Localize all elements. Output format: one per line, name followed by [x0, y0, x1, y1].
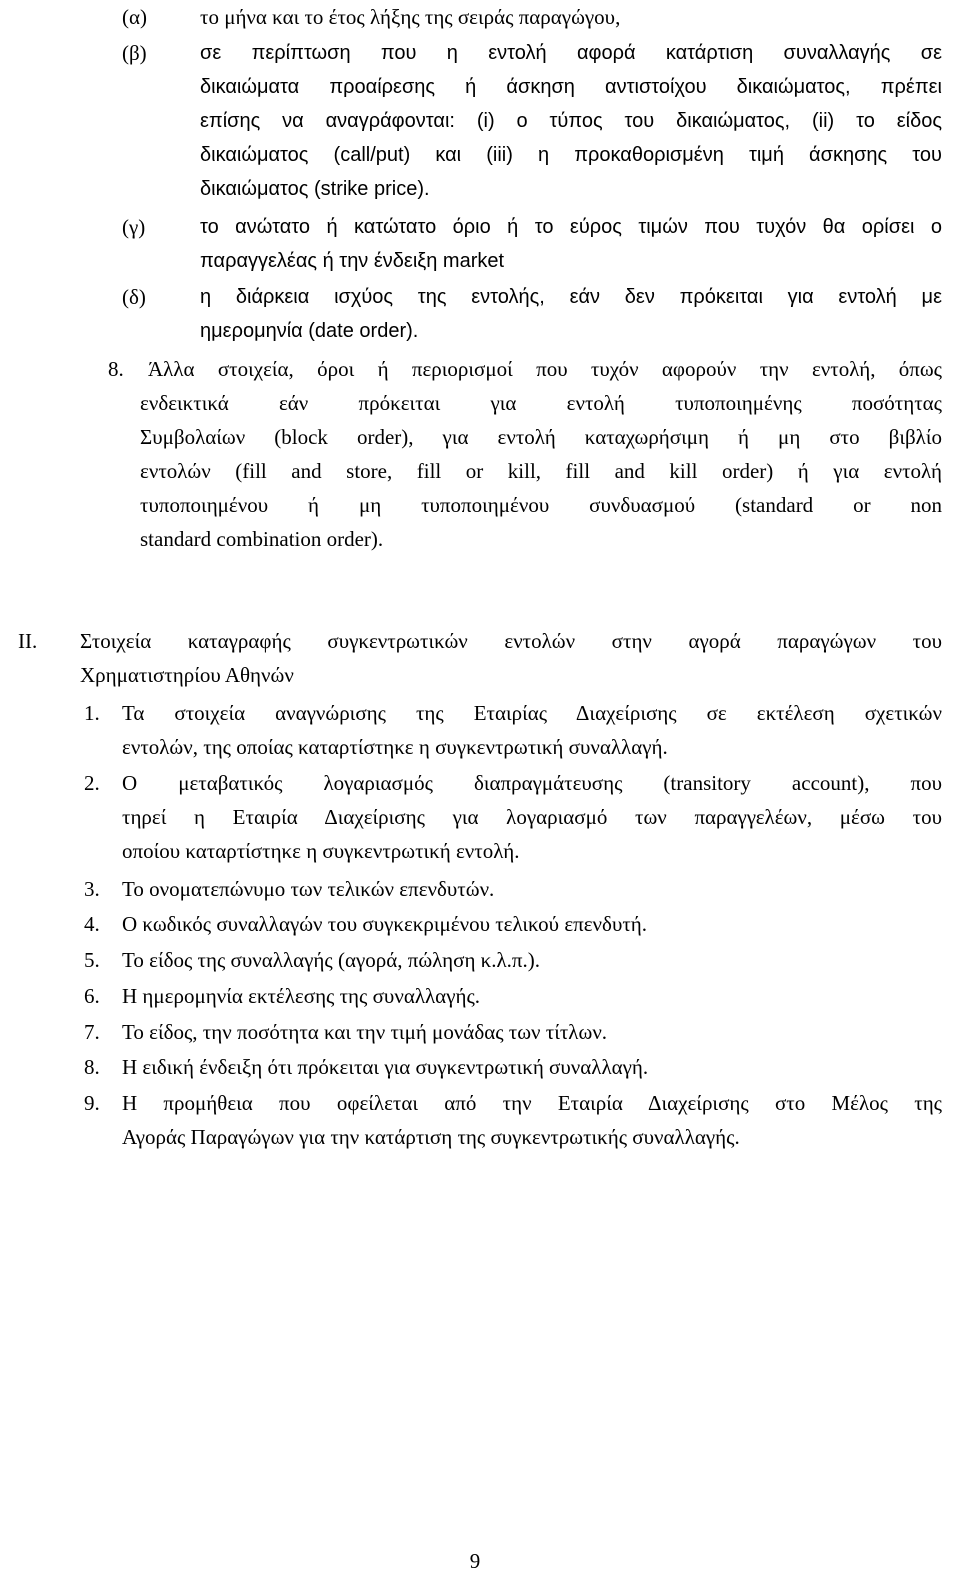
text-line: Ο μεταβατικός λογαριασμός διαπραγμάτευσης (transitory account), που [122, 771, 942, 795]
text-line: δικαιώματα προαίρεσης ή άσκηση αντιστοίχου δικαιώματος, πρέπει [200, 76, 942, 98]
item-text: Το είδος της συναλλαγής (αγορά, πώληση κ.λ.π.). [122, 948, 541, 972]
text-line: Τα στοιχεία αναγνώρισης της Εταιρίας Διαχείρισης σε εκτέλεση σχετικών [122, 701, 942, 725]
text-line: Χρηματιστηρίου Αθηνών [80, 663, 294, 687]
text-line: τηρεί η Εταιρία Διαχείρισης για λογαριασμό των παραγγελέων, μέσω του [122, 805, 942, 829]
item-text: Το είδος, την ποσότητα και την τιμή μονάδας των τίτλων. [122, 1020, 608, 1044]
item-text [122, 766, 942, 868]
text-line: εντολών, της οποίας καταρτίστηκε η συγκεντρωτική συναλλαγή. [122, 735, 668, 759]
subitem-label: (β) [122, 41, 147, 65]
text-line: δικαιώματος (strike price). [200, 178, 430, 200]
subitem-text: το μήνα και το έτος λήξης της σειράς παραγώγου, [200, 5, 621, 29]
text-line: Αγοράς Παραγώγων για την κατάρτιση της συγκεντρωτικής συναλλαγής. [122, 1125, 740, 1149]
text-line: εντολών (fill and store, fill or kill, fill and kill order) ή για εντολή [140, 459, 942, 483]
item-text [122, 1086, 942, 1154]
text-line: Στοιχεία καταγραφής συγκεντρωτικών εντολών στην αγορά παραγώγων του [80, 629, 942, 653]
subitem-label: (γ) [122, 215, 146, 239]
text-line: ενδεικτικά εάν πρόκειται για εντολή τυποποιημένης ποσότητας [140, 391, 942, 415]
item-text: Η ημερομηνία εκτέλεσης της συναλλαγής. [122, 984, 481, 1008]
page-number: 9 [469, 1549, 481, 1573]
text-line: Η προμήθεια που οφείλεται από την Εταιρία Διαχείρισης στο Μέλος της [122, 1091, 942, 1115]
subitem-text [200, 36, 942, 206]
item-text: Η ειδική ένδειξη ότι πρόκειται για συγκεντρωτική συναλλαγή. [122, 1055, 649, 1079]
item-number: 7. [84, 1020, 100, 1044]
text-line: Άλλα στοιχεία, όροι ή περιορισμοί που τυχόν αφορούν την εντολή, όπως [148, 357, 942, 381]
subitem-text [200, 210, 942, 278]
item-number: 3. [84, 877, 100, 901]
item-number: 4. [84, 912, 100, 936]
text-line: τυποποιημένου ή μη τυποποιημένου συνδυασμού (standard or non [140, 493, 942, 517]
item-number: 8. [84, 1055, 100, 1079]
item-number: 2. [84, 771, 100, 795]
subitem-text [200, 280, 942, 348]
text-line: επίσης να αναγράφονται: (i) ο τύπος του δικαιώματος, (ii) το είδος [200, 110, 942, 132]
item-text [140, 352, 942, 556]
text-line: οποίου καταρτίστηκε η συγκεντρωτική εντολή. [122, 839, 520, 863]
item-text [122, 696, 942, 764]
section-title [80, 624, 942, 692]
text-line: το ανώτατο ή κατώτατο όριο ή το εύρος τιμών που τυχόν θα ορίσει ο [200, 216, 942, 238]
text-line: δικαιώματος (call/put) και (iii) η προκαθορισμένη τιμή άσκησης του [200, 144, 942, 166]
text-line: σε περίπτωση που η εντολή αφορά κατάρτιση συναλλαγής σε [200, 42, 942, 64]
item-text: Ο κωδικός συναλλαγών του συγκεκριμένου τελικού επενδυτή. [122, 912, 648, 936]
subitem-label: (δ) [122, 285, 146, 309]
item-text: Το ονοματεπώνυμο των τελικών επενδυτών. [122, 877, 495, 901]
text-line: η διάρκεια ισχύος της εντολής, εάν δεν πρόκειται για εντολή με [200, 286, 942, 308]
text-line: παραγγελέας ή την ένδειξη market [200, 250, 505, 272]
text-line: standard combination order). [140, 527, 384, 551]
item-number: 6. [84, 984, 100, 1008]
item-number: 5. [84, 948, 100, 972]
item-number: 1. [84, 701, 100, 725]
item-number: 8. [108, 357, 124, 381]
subitem-label: (α) [122, 5, 147, 29]
text-line: Συμβολαίων (block order), για εντολή καταχωρήσιμη ή μη στο βιβλίο [140, 425, 942, 449]
section-number: ΙΙ. [18, 629, 38, 653]
text-line: ημερομηνία (date order). [200, 320, 419, 342]
item-number: 9. [84, 1091, 100, 1115]
